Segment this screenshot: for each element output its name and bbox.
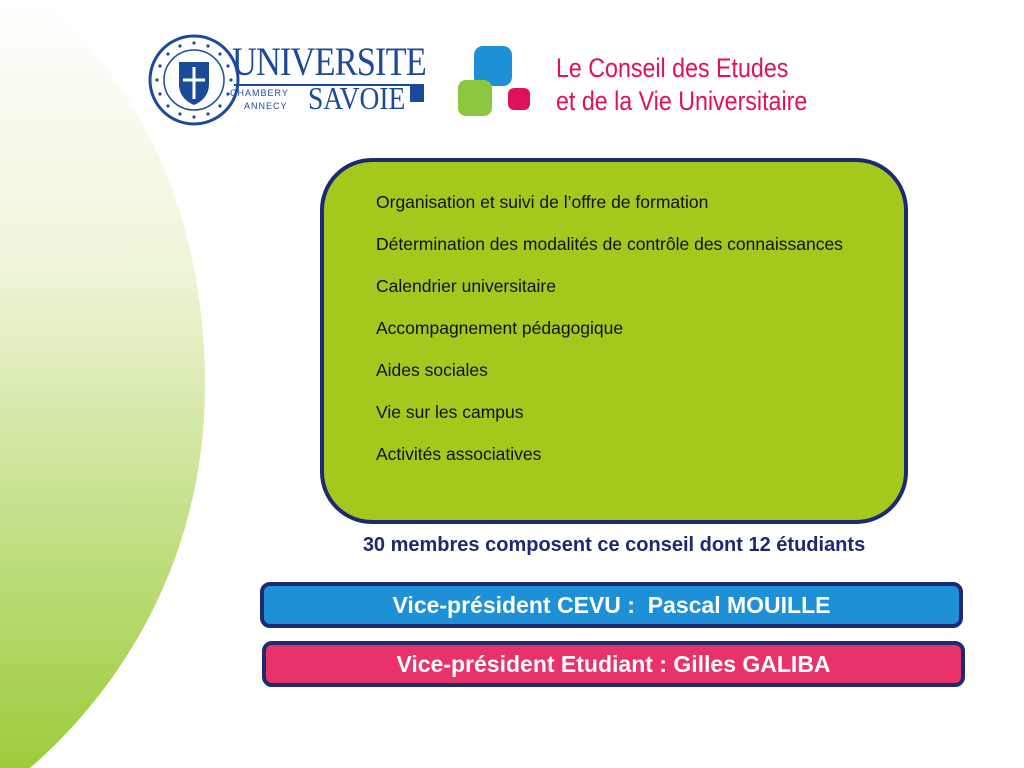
cevu-squares-logo-icon <box>456 44 534 120</box>
list-item: Calendrier universitaire <box>376 276 556 296</box>
list-item: Détermination des modalités de contrôle des connaissances <box>376 234 843 254</box>
university-seal-icon <box>148 34 240 126</box>
responsibilities-list <box>376 190 856 484</box>
list-item: Organisation et suivi de l’offre de formation <box>376 192 709 212</box>
list-item: Vie sur les campus <box>376 402 524 422</box>
universite-savoie-logo <box>148 34 428 126</box>
list-item: Aides sociales <box>376 360 488 380</box>
responsibilities-box <box>320 158 908 524</box>
logo-city-chambery: CHAMBERY <box>230 88 289 98</box>
page-title <box>556 52 807 118</box>
members-summary: 30 membres composent ce conseil dont 12 étudiants <box>362 534 866 556</box>
university-name-line1: UNIVERSITE <box>232 39 426 84</box>
vp-etudiant-banner: Vice-président Etudiant : Gilles GALIBA <box>262 641 965 687</box>
university-name-line2: SAVOIE <box>308 80 406 116</box>
vp-cevu-banner: Vice-président CEVU : Pascal MOUILLE <box>260 582 963 628</box>
title-line1: Le Conseil des Etudes <box>556 53 789 83</box>
list-item: Accompagnement pédagogique <box>376 318 624 338</box>
title-line2: et de la Vie Universitaire <box>556 86 808 116</box>
logo-city-annecy: ANNECY <box>244 101 288 111</box>
list-item: Activités associatives <box>376 444 542 464</box>
logo-bar <box>410 86 424 102</box>
